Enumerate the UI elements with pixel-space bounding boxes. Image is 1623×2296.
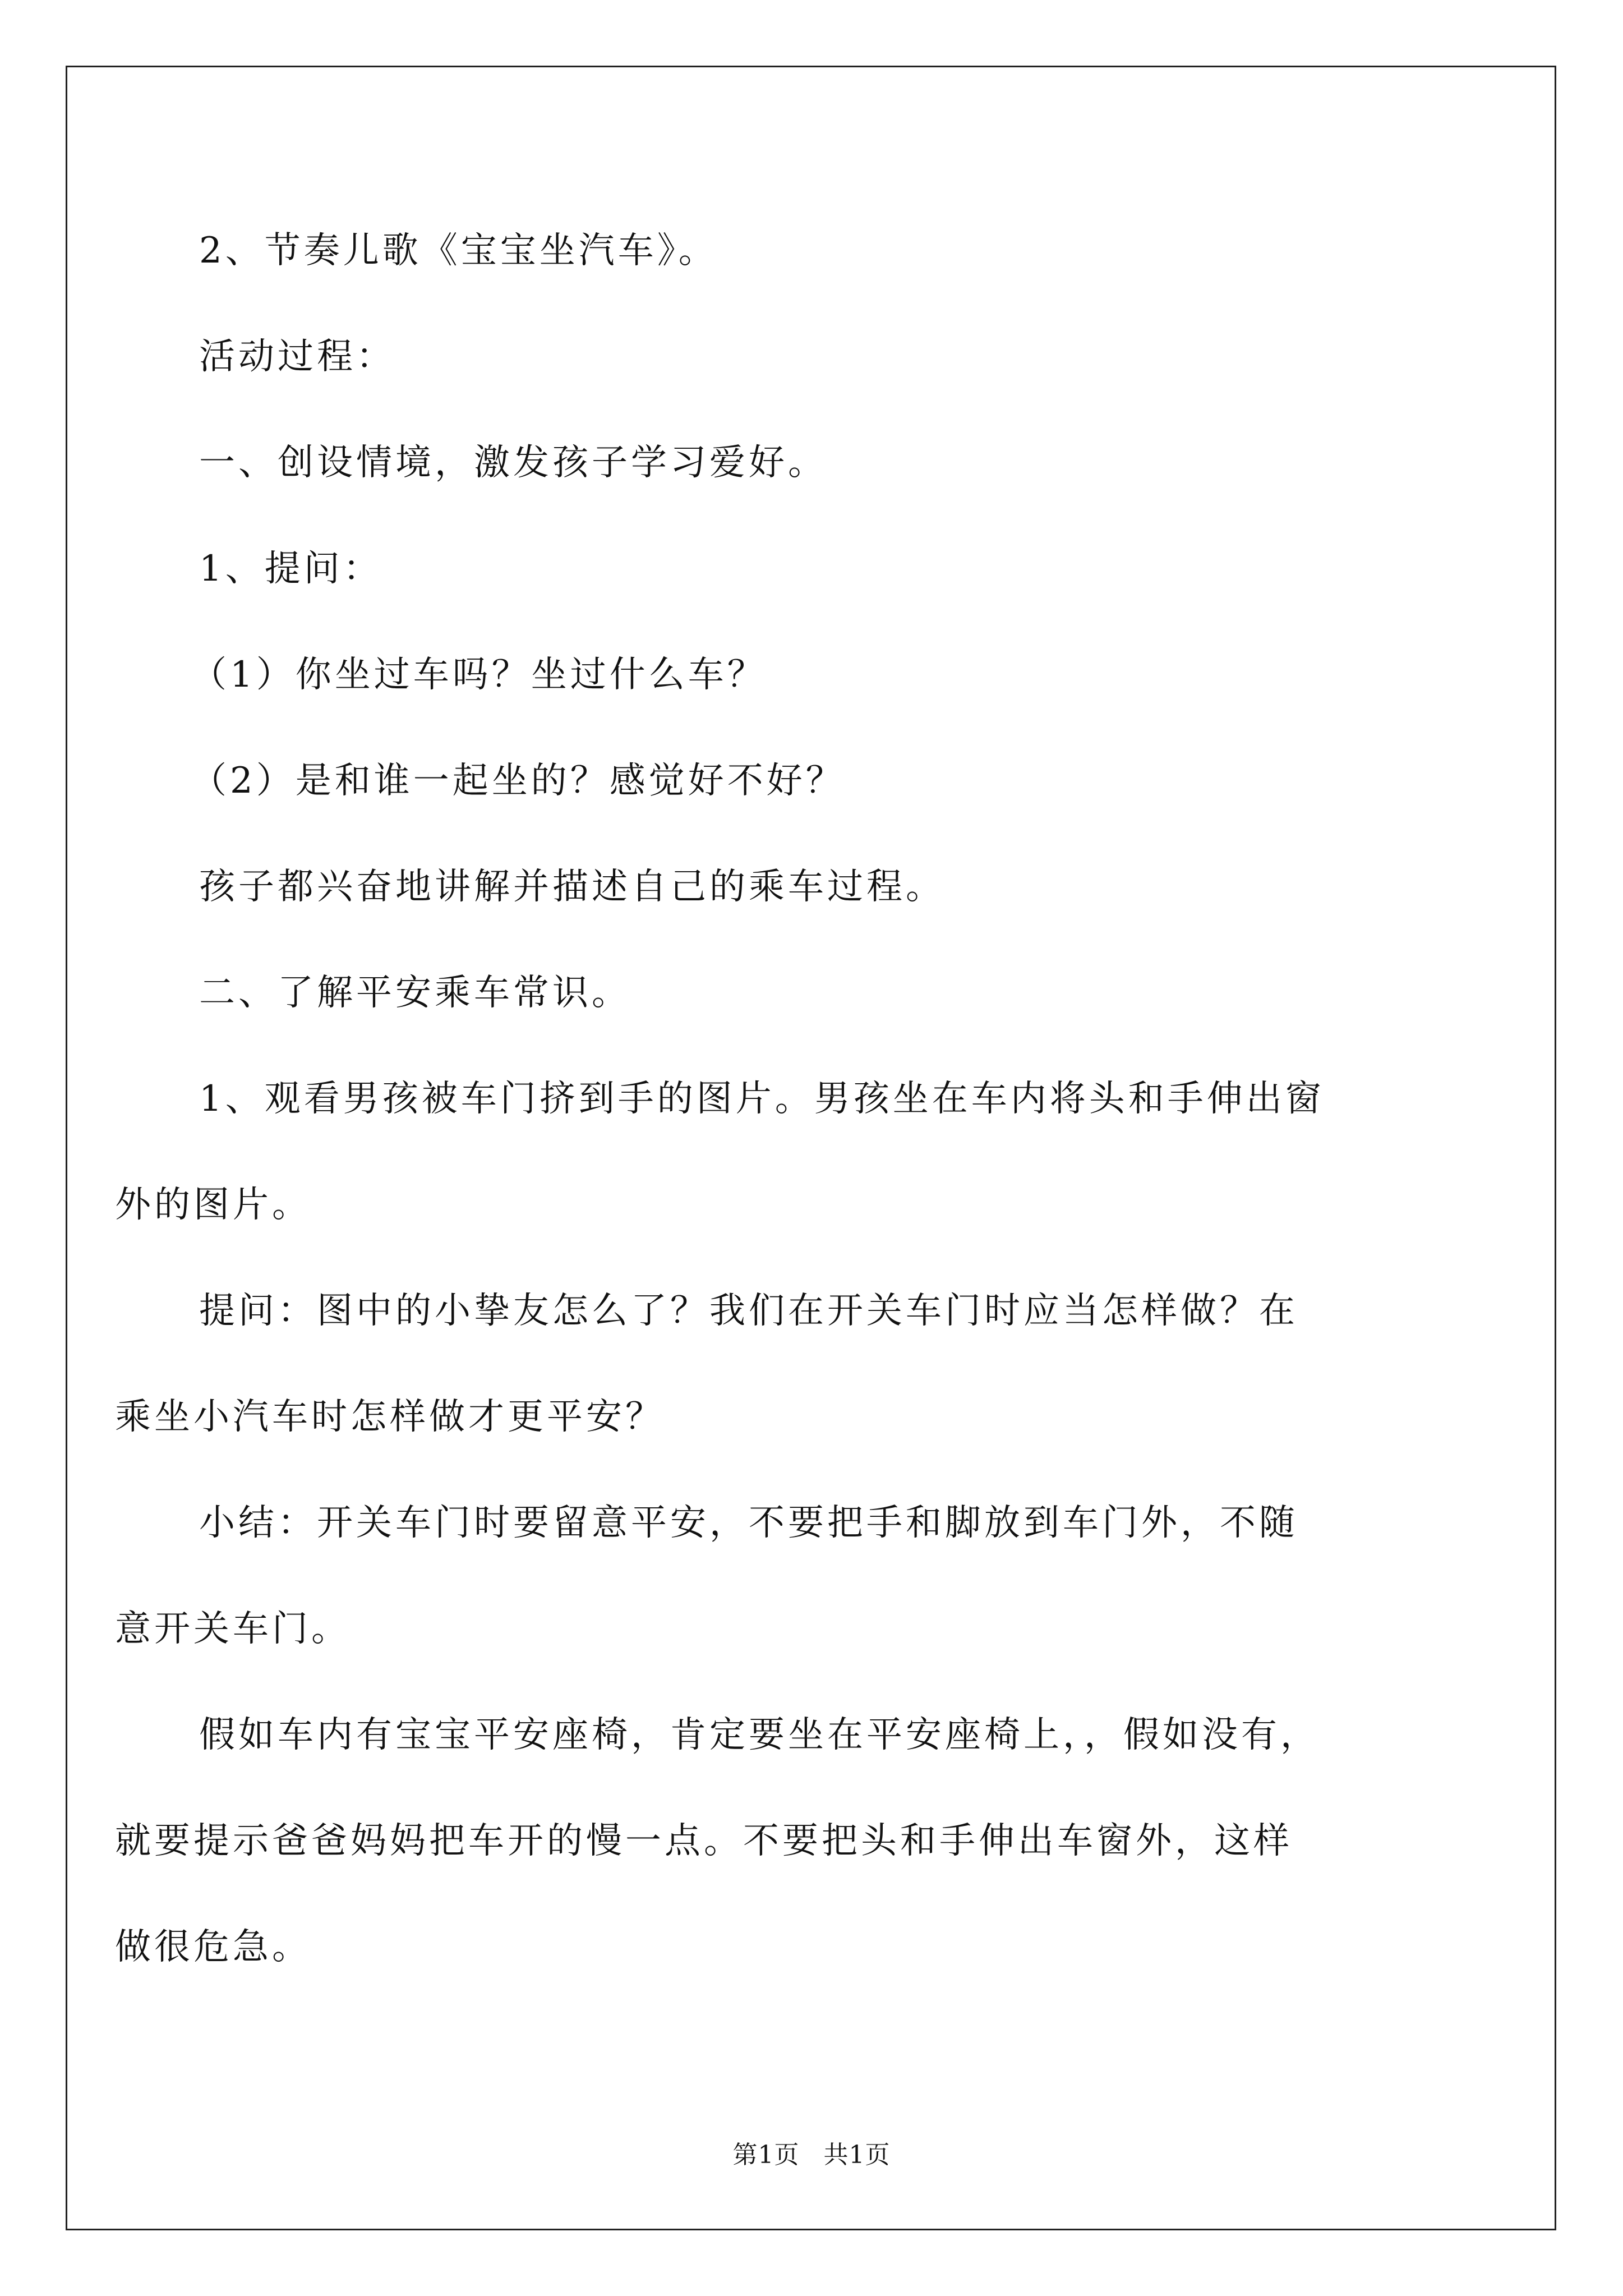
paragraph-line: 小结：开关车门时要留意平安，不要把手和脚放到车门外，不随 <box>199 1502 1298 1544</box>
paragraph-line: 做很危急。 <box>115 1926 311 1968</box>
paragraph-line: 提问：图中的小挚友怎么了？我们在开关车门时应当怎样做？在 <box>199 1290 1298 1332</box>
paragraph-line: 孩子都兴奋地讲解并描述自己的乘车过程。 <box>199 866 945 908</box>
paragraph-line: （2）是和谁一起坐的？感觉好不好？ <box>191 760 845 802</box>
paragraph-line: 2、节奏儿歌《宝宝坐汽车》。 <box>199 230 718 272</box>
paragraph-line: 乘坐小汽车时怎样做才更平安？ <box>115 1396 665 1438</box>
paragraph-line: 1、观看男孩被车门挤到手的图片。男孩坐在车内将头和手伸出窗 <box>199 1078 1325 1120</box>
paragraph-line: 外的图片。 <box>115 1184 311 1226</box>
page-frame <box>66 66 1556 2230</box>
paragraph-line: 假如车内有宝宝平安座椅，肯定要坐在平安座椅上，，假如没有， <box>199 1714 1320 1756</box>
paragraph-line: 就要提示爸爸妈妈把车开的慢一点。不要把头和手伸出车窗外，这样 <box>115 1820 1293 1862</box>
paragraph-line: 意开关车门。 <box>115 1608 351 1650</box>
paragraph-line: 活动过程： <box>199 336 395 378</box>
page-footer: 第1页 共1页 <box>732 2141 891 2169</box>
paragraph-line: （1）你坐过车吗？坐过什么车？ <box>191 654 767 696</box>
paragraph-line: 一、创设情境，激发孩子学习爱好。 <box>199 442 827 484</box>
paragraph-line: 1、提问： <box>199 548 382 590</box>
paragraph-line: 二、了解平安乘车常识。 <box>199 972 631 1014</box>
